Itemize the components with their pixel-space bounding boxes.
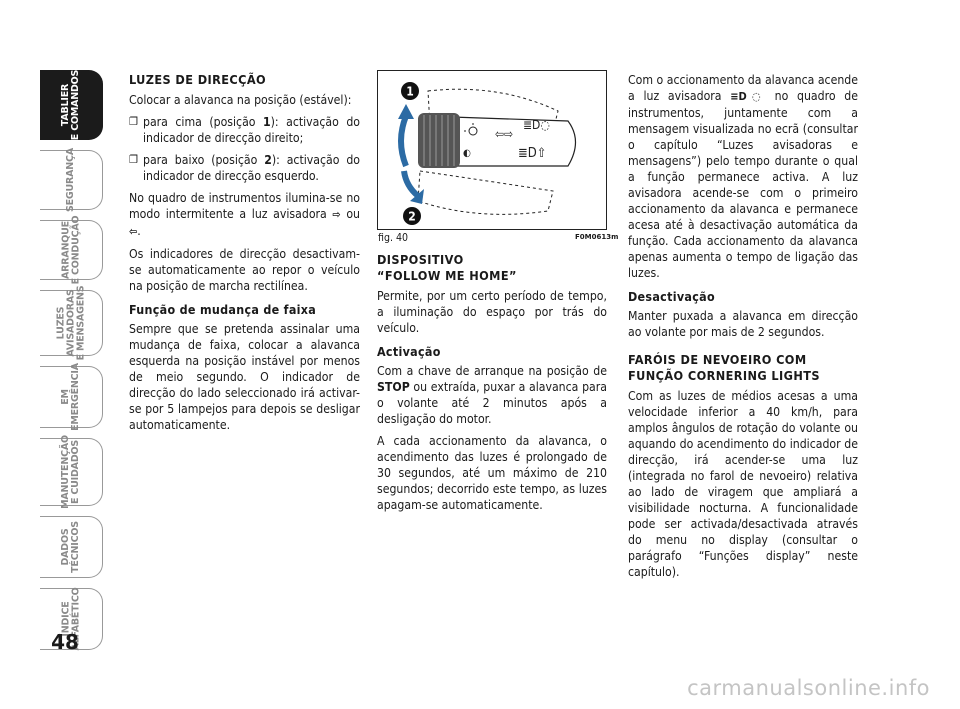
tab-em-emergencia[interactable]: EM EMERGÊNCIA (40, 366, 103, 428)
chapter-sidebar (40, 70, 103, 660)
tab-arranque-e-conducao[interactable]: ARRANQUE E CONDUÇÃO (40, 220, 103, 280)
checkbox-bullet-icon: ❐ (129, 153, 138, 166)
subheading: Activação (377, 344, 441, 359)
column-3 (628, 72, 858, 586)
turn-right-icon: ⇨ (332, 208, 341, 221)
turn-left-icon: ⇦ (129, 225, 138, 238)
tab-seguranca[interactable]: SEGURANÇA (40, 150, 103, 210)
section-heading: DISPOSITIVO “FOLLOW ME HOME” (377, 252, 517, 283)
tab-dados-tecnicos[interactable]: DADOS TÉCNICOS (40, 516, 103, 578)
column-1 (129, 72, 360, 439)
paragraph: Permite, por um certo período de tempo, a iluminação do espaço por trás do veículo. (377, 289, 607, 335)
list-item: ❐ para cima (posição 1): activação do indicador de direcção direito; (129, 115, 360, 145)
paragraph: Com a chave de arranque na posição de STOP ou extraída, puxar a alavanca para o volante até 2 minutos após a desligação do motor. (377, 364, 607, 426)
figure-lever-diagram (377, 70, 607, 230)
paragraph: A cada accionamento da alavanca, o acendimento das luzes é prolongado de 30 segundos, até um máximo de 210 segundos; decorrido este tempo, as luzes apagam-se automaticamente. (377, 434, 607, 512)
follow-me-home-icon: ≡D◌ (730, 90, 766, 103)
watermark: carmanualsonline.info (687, 676, 930, 700)
lever-stalk-icon (378, 71, 606, 229)
paragraph: Com o accionamento da alavanca acende a luz avisadora ≡D◌ no quadro de instrumentos, juntamente com a mensagem visualizada no ecrã (consultar o capítulo “Luzes avisadoras e mensagens”) pelo tempo durante o qual a função permanece activa. A luz avisadora acende-se com o primeiro accionamento da alavanca e permanece acesa até à desactivação automática da função. Cada accionamento da alavanca apenas aumenta o tempo de ligação das luzes. (628, 73, 859, 280)
section-heading: FARÓIS DE NEVOEIRO COM FUNÇÃO CORNERING LIGHTS (628, 352, 820, 383)
tab-luzes-avisadoras[interactable]: LUZES AVISADORAS E MENSAGENS (40, 290, 103, 356)
tab-indice-alfabetico[interactable]: ÍNDICE ALFABÉTICO (40, 588, 103, 650)
turn-right-icon: ⇦⇨ (495, 127, 514, 141)
figure-label-2: 2 (408, 209, 416, 224)
checkbox-bullet-icon: ❐ (129, 115, 138, 128)
tab-tablier-e-comandos[interactable]: TABLIER E COMANDOS (40, 70, 103, 140)
subheading: Desactivação (628, 289, 715, 304)
subheading: Função de mudança de faixa (129, 302, 317, 317)
paragraph: Manter puxada a alavanca em direcção ao volante por mais de 2 segundos. (628, 309, 858, 339)
intro-text: Colocar a alavanca na posição (estável): (129, 93, 352, 107)
list-item: ❐ para baixo (posição 2): activação do indicador de direcção esquerdo. (129, 153, 360, 183)
tab-manutencao-e-cuidados[interactable]: MANUTENÇÃO E CUIDADOS (40, 438, 103, 506)
paragraph: Sempre que se pretenda assinalar uma mudança de faixa, colocar a alavanca esquerda na posição instável por menos de meio segundo. O indicador de direcção do lado seleccionado irá activar-se por 5 lampejos para depois se desligar automaticamente. (129, 322, 360, 432)
column-2 (377, 252, 607, 519)
figure-code: F0M0613m (575, 233, 619, 241)
section-heading: LUZES DE DIRECÇÃO (129, 72, 267, 87)
paragraph: No quadro de instrumentos ilumina-se no modo intermitente a luz avisadora ⇨ ou ⇦. (129, 191, 360, 238)
paragraph: Com as luzes de médios acesas a uma velocidade inferior a 40 km/h, para amplos ângulos de rotação do volante ou aquando do acendimento do indicador de direcção, irá acender-se uma luz (integrada no farol de nevoeiro) relativa ao lado de viragem que ampliará a visibilidade nocturna. A funcionalidade pode ser activada/desactivada através do menu no display (consultar o parágrafo “Funções display” neste capítulo). (628, 389, 858, 579)
figure-caption: fig. 40 (378, 232, 408, 244)
svg-text:≣D⇧: ≣D⇧ (518, 146, 547, 161)
figure-label-1: 1 (406, 84, 414, 99)
page-number: 48 (51, 630, 79, 654)
svg-text:◐: ◐ (463, 148, 471, 159)
high-beam-icon: ≣D◌ (523, 118, 550, 132)
paragraph: Os indicadores de direcção desactivam-se automaticamente ao repor o veículo na posição de marcha rectilínea. (129, 247, 360, 293)
